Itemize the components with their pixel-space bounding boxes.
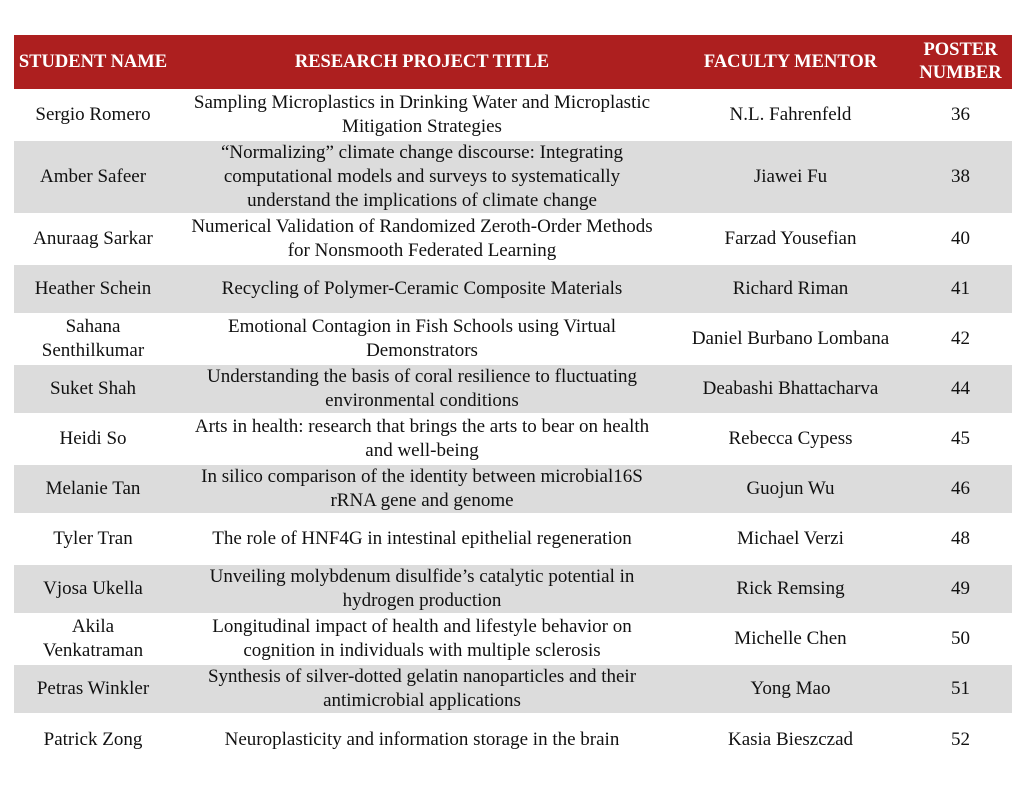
cell-poster-number: 52	[909, 714, 1012, 764]
cell-project-title: Unveiling molybdenum disulfide’s catalytic potential in hydrogen production	[172, 564, 672, 614]
table-row	[14, 90, 1012, 140]
cell-student-name: Melanie Tan	[14, 464, 172, 514]
cell-faculty-mentor: Rick Remsing	[672, 564, 909, 614]
table-row	[14, 314, 1012, 364]
cell-poster-number: 51	[909, 664, 1012, 714]
cell-student-name: Heidi So	[14, 414, 172, 464]
cell-student-name: Amber Safeer	[14, 140, 172, 214]
table-body	[14, 90, 1012, 764]
cell-project-title: Numerical Validation of Randomized Zeroth-Order Methods for Nonsmooth Federated Learning	[172, 214, 672, 264]
cell-faculty-mentor: Yong Mao	[672, 664, 909, 714]
cell-student-name: Tyler Tran	[14, 514, 172, 564]
cell-project-title: Understanding the basis of coral resilience to fluctuating environmental conditions	[172, 364, 672, 414]
cell-student-name: Sergio Romero	[14, 90, 172, 140]
table-row	[14, 514, 1012, 564]
cell-student-name: Patrick Zong	[14, 714, 172, 764]
cell-faculty-mentor: Kasia Bieszczad	[672, 714, 909, 764]
cell-student-name: Sahana Senthilkumar	[14, 314, 172, 364]
header-faculty-mentor: FACULTY MENTOR	[672, 35, 909, 90]
cell-poster-number: 36	[909, 90, 1012, 140]
table-row	[14, 140, 1012, 214]
header-student-name: STUDENT NAME	[14, 35, 172, 90]
cell-faculty-mentor: Jiawei Fu	[672, 140, 909, 214]
cell-faculty-mentor: Rebecca Cypess	[672, 414, 909, 464]
cell-faculty-mentor: Michael Verzi	[672, 514, 909, 564]
cell-project-title: Neuroplasticity and information storage in the brain	[172, 714, 672, 764]
cell-poster-number: 40	[909, 214, 1012, 264]
table-row	[14, 564, 1012, 614]
cell-faculty-mentor: N.L. Fahrenfeld	[672, 90, 909, 140]
cell-poster-number: 50	[909, 614, 1012, 664]
cell-project-title: Emotional Contagion in Fish Schools using Virtual Demonstrators	[172, 314, 672, 364]
cell-student-name: Suket Shah	[14, 364, 172, 414]
cell-poster-number: 49	[909, 564, 1012, 614]
cell-project-title: The role of HNF4G in intestinal epithelial regeneration	[172, 514, 672, 564]
cell-project-title: “Normalizing” climate change discourse: Integrating computational models and surveys to systematically understand the implications of climate change	[172, 140, 672, 214]
cell-student-name: Petras Winkler	[14, 664, 172, 714]
table-row	[14, 714, 1012, 764]
cell-project-title: Synthesis of silver-dotted gelatin nanoparticles and their antimicrobial applications	[172, 664, 672, 714]
table-header	[14, 35, 1012, 90]
cell-student-name: Heather Schein	[14, 264, 172, 314]
cell-poster-number: 46	[909, 464, 1012, 514]
table-row	[14, 264, 1012, 314]
cell-poster-number: 45	[909, 414, 1012, 464]
cell-faculty-mentor: Guojun Wu	[672, 464, 909, 514]
cell-faculty-mentor: Farzad Yousefian	[672, 214, 909, 264]
header-poster-number: POSTER NUMBER	[909, 35, 1012, 90]
cell-poster-number: 48	[909, 514, 1012, 564]
cell-poster-number: 38	[909, 140, 1012, 214]
student-projects-table	[14, 35, 1012, 764]
cell-poster-number: 44	[909, 364, 1012, 414]
cell-student-name: Anuraag Sarkar	[14, 214, 172, 264]
cell-faculty-mentor: Richard Riman	[672, 264, 909, 314]
cell-faculty-mentor: Deabashi Bhattacharva	[672, 364, 909, 414]
cell-project-title: Arts in health: research that brings the arts to bear on health and well-being	[172, 414, 672, 464]
table-row	[14, 214, 1012, 264]
cell-project-title: In silico comparison of the identity between microbial16S rRNA gene and genome	[172, 464, 672, 514]
table-row	[14, 664, 1012, 714]
cell-project-title: Longitudinal impact of health and lifestyle behavior on cognition in individuals with multiple sclerosis	[172, 614, 672, 664]
cell-faculty-mentor: Michelle Chen	[672, 614, 909, 664]
cell-poster-number: 42	[909, 314, 1012, 364]
cell-student-name: Akila Venkatraman	[14, 614, 172, 664]
header-project-title: RESEARCH PROJECT TITLE	[172, 35, 672, 90]
table-row	[14, 364, 1012, 414]
cell-poster-number: 41	[909, 264, 1012, 314]
cell-faculty-mentor: Daniel Burbano Lombana	[672, 314, 909, 364]
cell-student-name: Vjosa Ukella	[14, 564, 172, 614]
header-row	[14, 35, 1012, 90]
cell-project-title: Sampling Microplastics in Drinking Water and Microplastic Mitigation Strategies	[172, 90, 672, 140]
cell-project-title: Recycling of Polymer-Ceramic Composite Materials	[172, 264, 672, 314]
table-row	[14, 614, 1012, 664]
table-row	[14, 414, 1012, 464]
table-row	[14, 464, 1012, 514]
